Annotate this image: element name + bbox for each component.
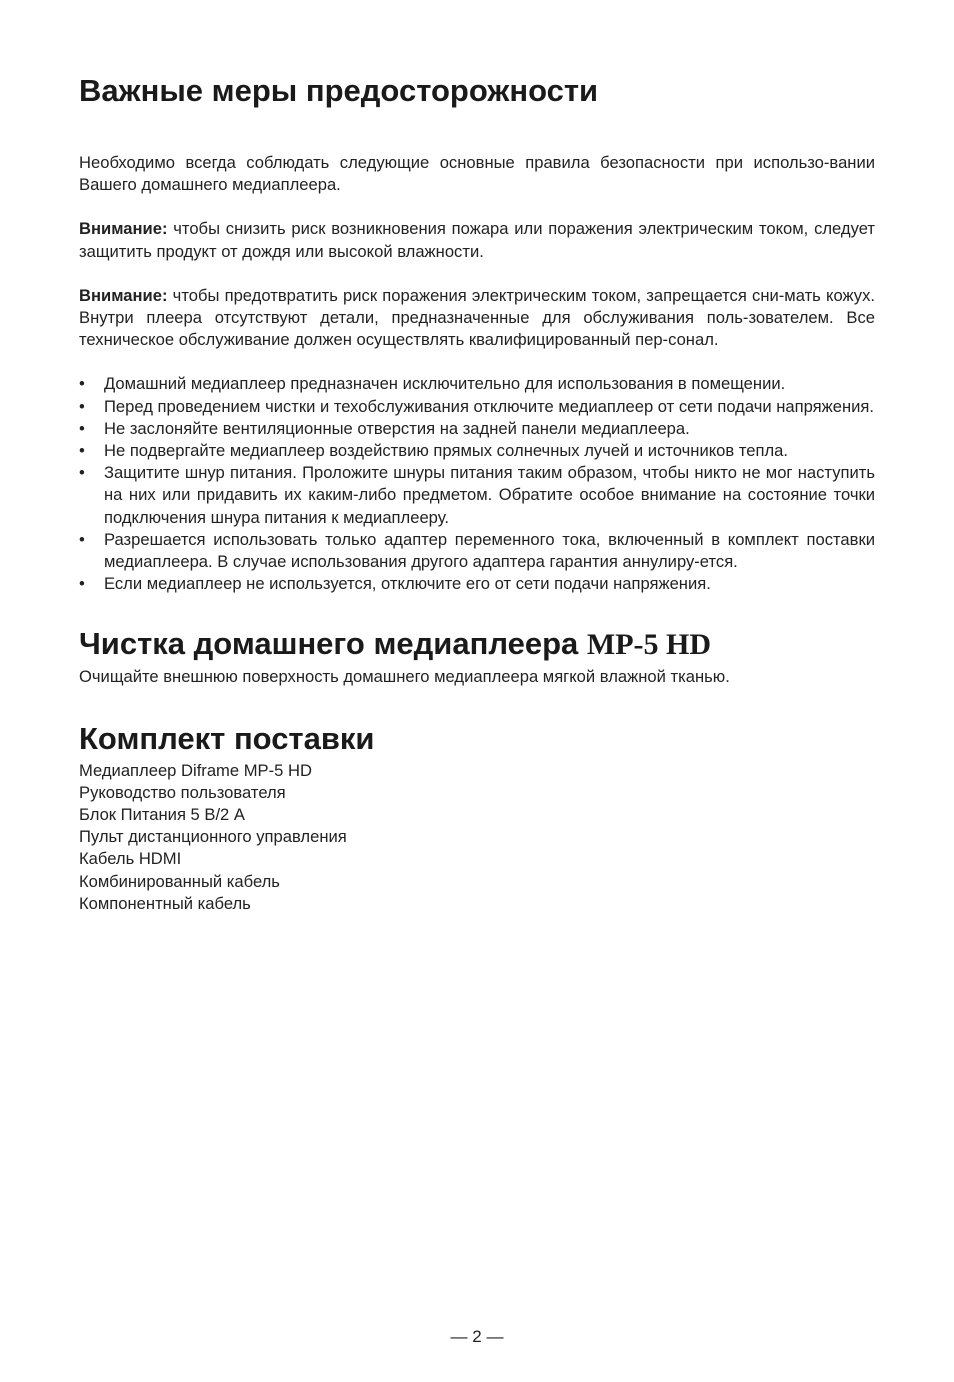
list-item: • Не заслоняйте вентиляционные отверстия на задней панели медиаплеера.	[79, 418, 875, 440]
list-item: • Защитите шнур питания. Проложите шнуры питания таким образом, чтобы никто не мог наступить на них или придавить их каким-либо предметом. Обратите особое внимание на состояние точки подключения шнура питания к медиаплееру.	[79, 462, 875, 529]
safety-heading: Важные меры предосторожности	[79, 73, 599, 108]
kit-item: Руководство пользователя	[79, 782, 286, 802]
cleaning-heading	[79, 623, 875, 666]
list-item: • Домашний медиаплеер предназначен исключительно для использования в помещении.	[79, 373, 875, 395]
list-item: • Не подвергайте медиаплеер воздействию прямых солнечных лучей и источников тепла.	[79, 440, 875, 462]
cleaning-heading-text: Чистка домашнего медиаплеера	[79, 626, 587, 662]
safety-bullet-list	[79, 373, 875, 595]
safety-intro-paragraph: Необходимо всегда соблюдать следующие основные правила безопасности при использо-вании Вашего домашнего медиаплеера.	[79, 153, 875, 195]
list-item: • Перед проведением чистки и техобслуживания отключите медиаплеер от сети подачи напряжения.	[79, 396, 875, 418]
kit-heading: Комплект поставки	[79, 720, 375, 756]
kit-item: Блок Питания 5 В/2 А	[79, 805, 245, 825]
warning-paragraph-2	[79, 285, 875, 352]
warning-label: Внимание:	[79, 219, 168, 239]
kit-item: Кабель HDMI	[79, 849, 182, 869]
kit-list	[79, 760, 875, 915]
page-number: — 2 —	[450, 1327, 504, 1346]
kit-item: Компонентный кабель	[79, 893, 251, 913]
warning-text: чтобы снизить риск возникновения пожара или поражения электрическим током, следует защитить продукт от дождя или высокой влажности.	[79, 219, 875, 261]
kit-item: Комбинированный кабель	[79, 871, 280, 891]
kit-item: Пульт дистанционного управления	[79, 827, 347, 847]
list-item: • Если медиаплеер не используется, отключите его от сети подачи напряжения.	[79, 573, 875, 595]
page-content	[79, 70, 875, 915]
list-item: • Разрешается использовать только адаптер переменного тока, включенный в комплект поставки медиаплеера. В случае использования другого адаптера гарантия аннулиру-ется.	[79, 529, 875, 573]
warning-paragraph-1	[79, 218, 875, 262]
warning-label: Внимание:	[79, 285, 168, 305]
warning-text: чтобы предотвратить риск поражения электрическим током, запрещается сни-мать кожух. Внутри плеера отсутствуют детали, предназначенные для обслуживания поль-зователем. Все техническое обслуживание должен осуществлять квалифицированный пер-сонал.	[79, 285, 875, 350]
kit-item: Медиаплеер Diframe MP-5 HD	[79, 760, 312, 780]
cleaning-paragraph: Очищайте внешнюю поверхность домашнего медиаплеера мягкой влажной тканью.	[79, 667, 730, 687]
cleaning-heading-model: MP-5 HD	[586, 628, 712, 662]
